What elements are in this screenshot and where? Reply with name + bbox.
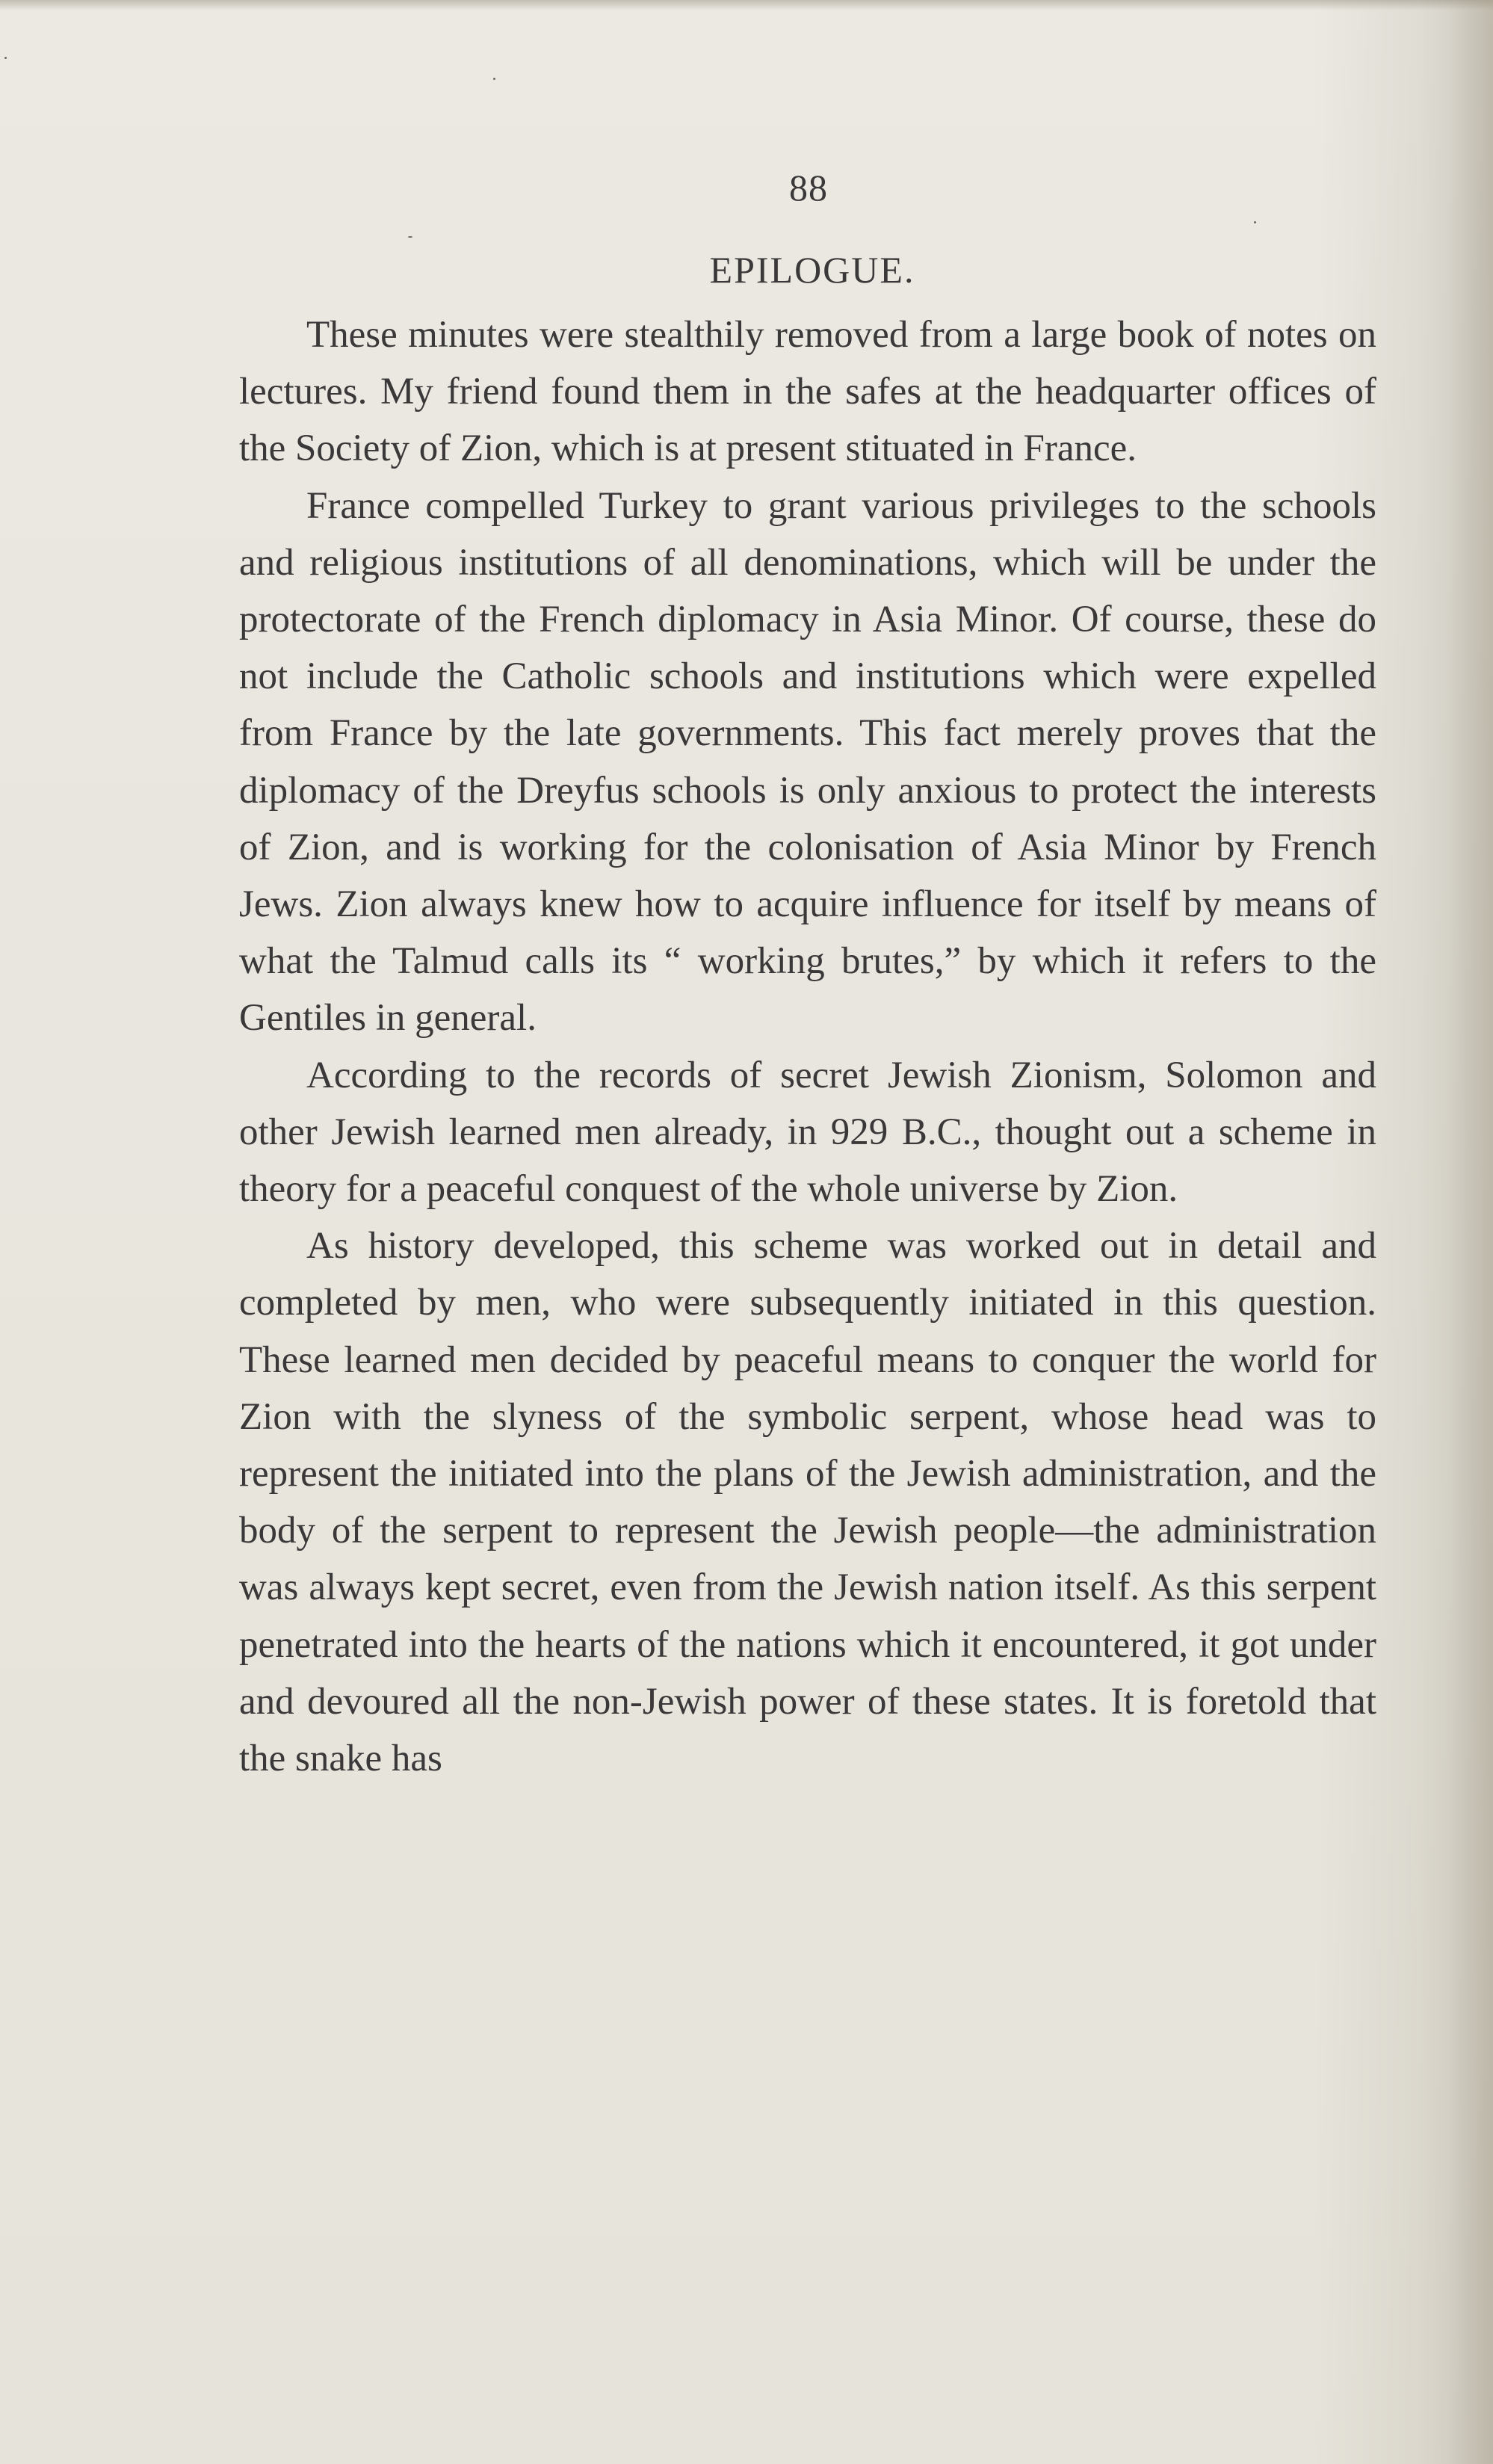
paragraph: France compelled Turkey to grant various privileges to the schools and religious institutions of all denominations, which will be under the protectorate of the French diplomacy in Asia Minor. Of course, these do not include the Catholic schools and institutions which were expelled from France by the late governments. This fact merely proves that the diplomacy of the Dreyfus schools is only anxious to protect the interests of Zion, and is working for the colonisation of Asia Minor by French Jews. Zion always knew how to acquire influence for itself by means of what the Talmud calls its “ working brutes,” by which it refers to the Gentiles in general. xyxy=(239,484,1376,1040)
paragraph: As history developed, this scheme was worked out in detail and completed by men, who were subsequently initiated in this question. These learned men decided by peaceful means to conquer the world for Zion with the slyness of the symbolic serpent, whose head was to represent the initiated into the plans of the Jewish administration, and the body of the serpent to represent the Jewish people—the administration was always kept secret, even from the Jewish nation itself. As this serpent penetrated into the hearts of the nations which it encountered, it got under and devoured all the non-Jewish power of these states. It is foretold that the snake has xyxy=(239,1225,1376,1780)
paper-speck xyxy=(493,78,495,80)
body-text xyxy=(239,306,1376,1787)
page-number: 88 xyxy=(789,167,828,209)
page-top-shadow xyxy=(0,0,1493,10)
paragraph: These minutes were stealthily removed from a large book of notes on lectures. My friend found them in the safes at the headquarter offices of the Society of Zion, which is at present stituated in France. xyxy=(239,314,1376,470)
paper-speck xyxy=(408,236,412,238)
paper-speck xyxy=(1254,221,1256,223)
page-edge-shadow xyxy=(1448,0,1493,2464)
paragraph: According to the records of secret Jewish Zionism, Solomon and other Jewish learned men already, in 929 B.C., thought out a scheme in theory for a peaceful conquest of the whole universe by Zion. xyxy=(239,1054,1376,1211)
paper-speck xyxy=(4,57,7,59)
chapter-heading: EPILOGUE. xyxy=(709,249,915,291)
